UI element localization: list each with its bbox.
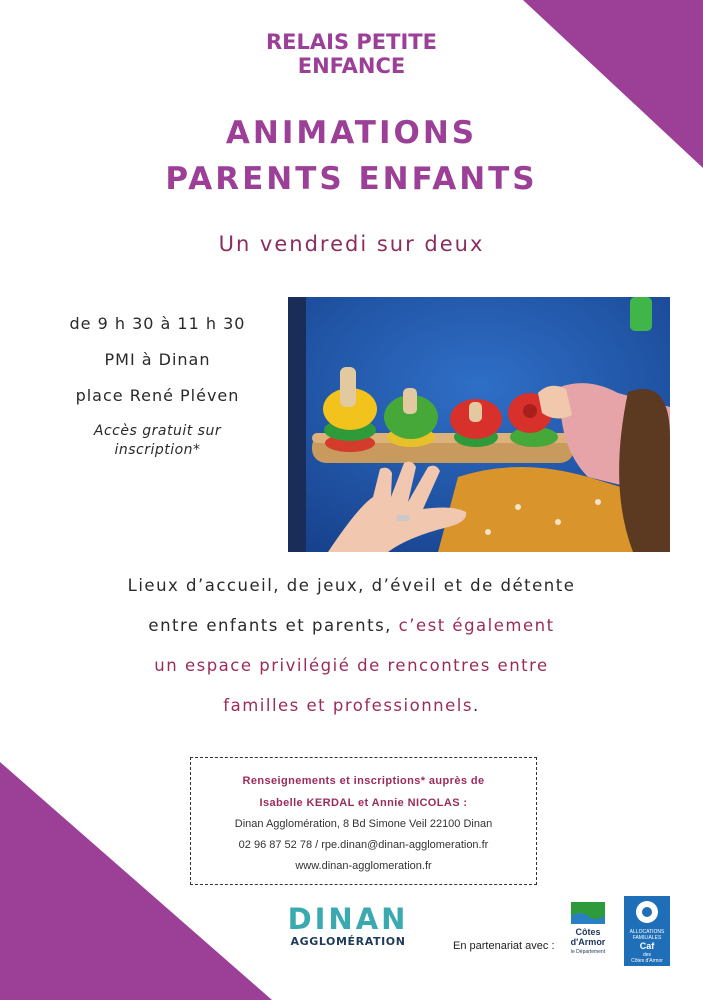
dinan-agglomeration-logo — [283, 903, 413, 949]
rpe-line-2: ENFANCE — [297, 54, 406, 78]
toy-photo — [288, 297, 670, 552]
toy-photo-illustration — [288, 297, 670, 552]
contact-phone-email[interactable]: 02 96 87 52 78 / rpe.dinan@dinan-agglomeration.fr — [238, 839, 489, 851]
description-line-4-highlight: familles et professionnels — [223, 696, 473, 715]
description-line-4 — [0, 686, 703, 726]
caf-logo-line-1: ALLOCATIONS — [629, 929, 665, 935]
rpe-line-1: RELAIS PETITE — [266, 30, 437, 54]
contact-box — [190, 757, 537, 885]
description-line-2-plain: entre enfants et parents, — [148, 616, 399, 635]
description-line-2 — [0, 606, 703, 646]
event-time: de 9 h 30 à 11 h 30 — [69, 314, 246, 333]
cotes-logo-line-2: d'Armor — [570, 937, 606, 947]
cotes-logo-line-3: le Département — [570, 949, 606, 955]
access-note-line-2: inscription* — [114, 442, 201, 458]
contact-heading-line-1: Renseignements et inscriptions* auprès de — [242, 775, 485, 787]
event-details — [50, 310, 265, 460]
contact-heading-line-2: Isabelle KERDAL et Annie NICOLAS : — [259, 797, 468, 809]
caf-logo-line-4: des — [642, 952, 652, 958]
contact-address: Dinan Agglomération, 8 Bd Simone Veil 22100 Dinan — [234, 818, 493, 830]
description-line-1: Lieux d’accueil, de jeux, d’éveil et de détente — [127, 576, 576, 595]
partner-label: En partenariat avec : — [453, 940, 555, 952]
event-place: PMI à Dinan — [104, 350, 211, 369]
rpe-logo-text — [0, 30, 703, 78]
title-line-2: PARENTS ENFANTS — [165, 161, 538, 197]
description-line-2-highlight: c’est également — [398, 616, 555, 635]
cotes-logo-line-1: Côtes — [575, 927, 601, 937]
caf-logo-line-2: FAMILIALES — [632, 935, 662, 941]
contact-website-link[interactable]: www.dinan-agglomeration.fr — [295, 860, 432, 872]
description-paragraph — [0, 566, 703, 726]
caf-logo-line-3: Caf — [639, 941, 655, 951]
access-note — [50, 422, 265, 460]
schedule-subtitle: Un vendredi sur deux — [218, 232, 485, 256]
cotes-darmor-logo — [567, 900, 609, 962]
caf-logo-line-5: Côtes d'Armor — [631, 958, 663, 964]
dinan-logo-sub: AGGLOMÉRATION — [290, 935, 406, 948]
page-title — [0, 110, 703, 202]
contact-heading — [191, 770, 536, 814]
caf-logo — [624, 896, 670, 966]
event-address: place René Pléven — [75, 386, 240, 405]
description-line-4-end: . — [472, 696, 480, 715]
dinan-logo-main: DINAN — [287, 902, 409, 936]
access-note-line-1: Accès gratuit sur — [93, 423, 222, 439]
description-line-3: un espace privilégié de rencontres entre — [154, 656, 549, 675]
title-line-1: ANIMATIONS — [225, 115, 478, 151]
